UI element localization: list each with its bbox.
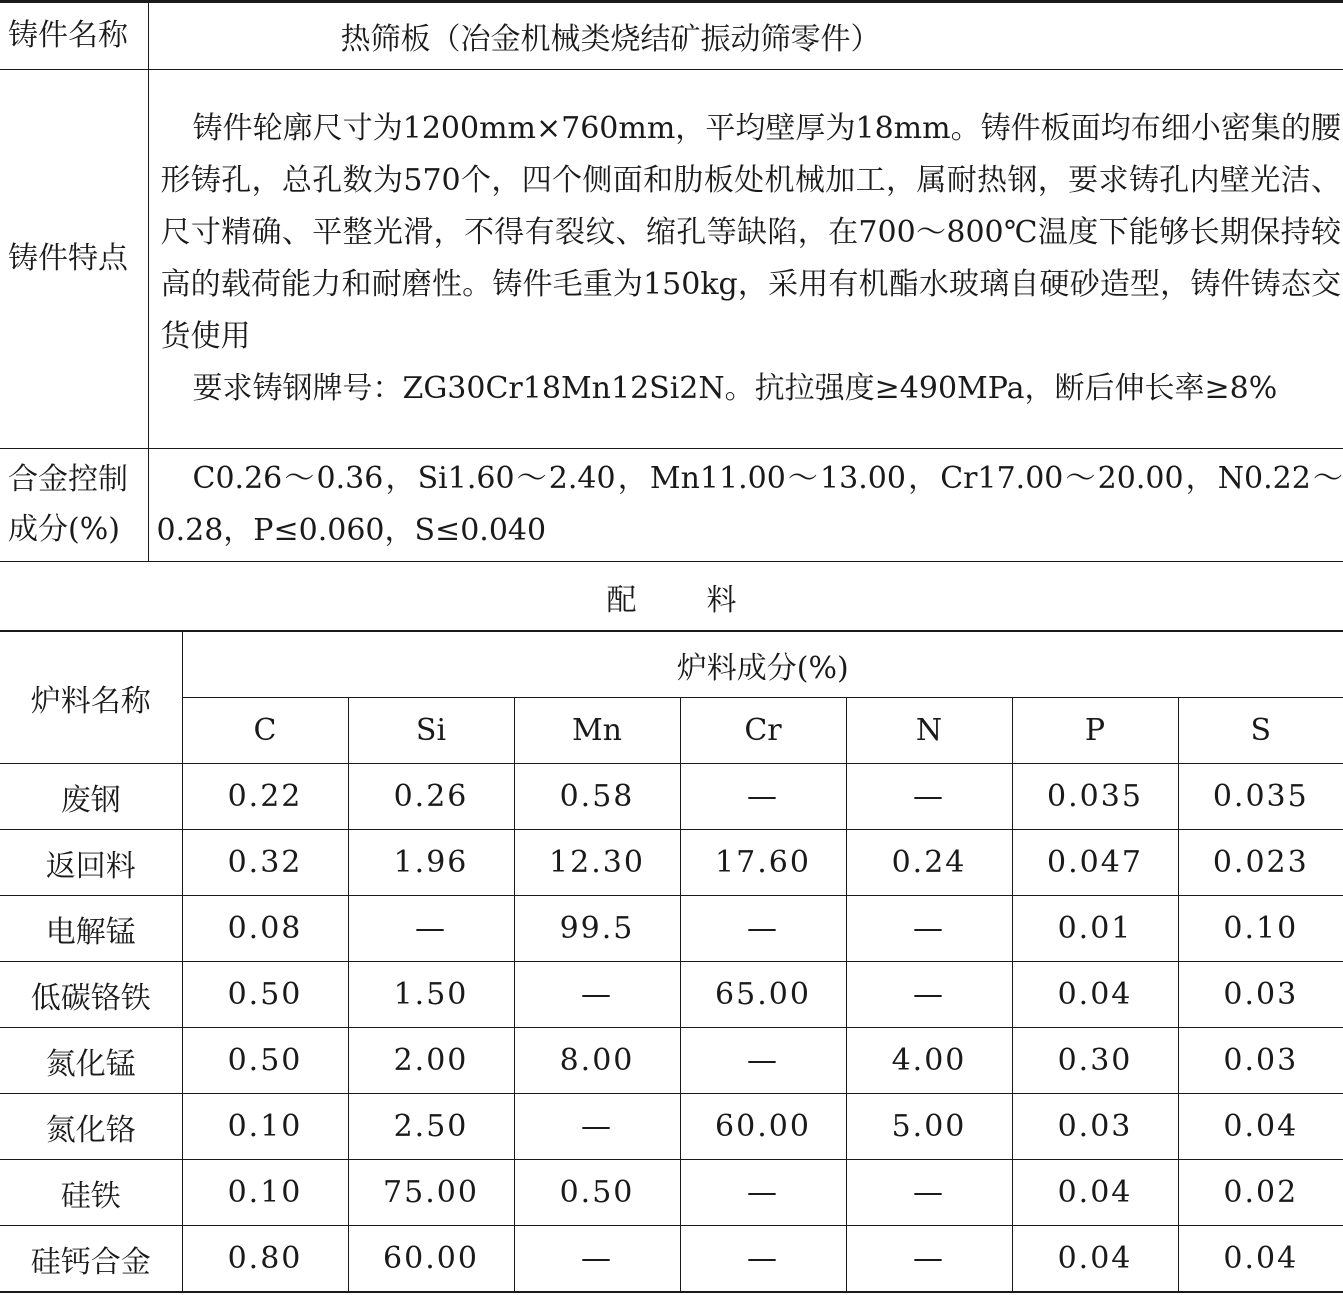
table-cell: — bbox=[514, 1094, 680, 1160]
casting-name-label: 铸件名称 bbox=[0, 2, 148, 70]
table-cell: — bbox=[846, 896, 1012, 962]
table-row bbox=[0, 764, 1343, 830]
table-cell: 0.50 bbox=[182, 962, 348, 1028]
alloy-label-line-1: 合金控制 bbox=[8, 462, 128, 497]
table-row bbox=[0, 1028, 1343, 1094]
table-cell: 8.00 bbox=[514, 1028, 680, 1094]
table-cell: 99.5 bbox=[514, 896, 680, 962]
material-name: 废钢 bbox=[0, 764, 182, 830]
table-cell: 0.08 bbox=[182, 896, 348, 962]
material-name: 电解锰 bbox=[0, 896, 182, 962]
material-name: 氮化锰 bbox=[0, 1028, 182, 1094]
header-element: C bbox=[182, 698, 348, 764]
table-row bbox=[0, 1226, 1343, 1293]
header-row-1 bbox=[0, 631, 1343, 698]
features-paragraph-1: 铸件轮廓尺寸为1200mm×760mm，平均壁厚为18mm。铸件板面均布细小密集的腰形铸孔，总孔数为570个，四个侧面和肋板处机械加工，属耐热钢，要求铸孔内壁光洁、尺寸精确、平整光滑，不得有裂纹、缩孔等缺陷，在700～800℃温度下能够长期保持较高的载荷能力和耐磨性。铸件毛重为150kg，采用有机酯水玻璃自硬砂造型，铸件铸态交货使用 bbox=[160, 111, 1341, 354]
table-cell: 5.00 bbox=[846, 1094, 1012, 1160]
header-row-2 bbox=[0, 698, 1343, 764]
material-name: 硅钙合金 bbox=[0, 1226, 182, 1293]
table-cell: 0.50 bbox=[514, 1160, 680, 1226]
casting-name-value: 热筛板（冶金机械类烧结矿振动筛零件） bbox=[148, 2, 1343, 70]
table-cell: 0.22 bbox=[182, 764, 348, 830]
table-cell: — bbox=[514, 1226, 680, 1293]
table-cell: 0.04 bbox=[1178, 1094, 1343, 1160]
table-cell: — bbox=[846, 1160, 1012, 1226]
table-cell: 0.035 bbox=[1178, 764, 1343, 830]
table-cell: 0.02 bbox=[1178, 1160, 1343, 1226]
header-element: P bbox=[1012, 698, 1178, 764]
material-name: 低碳铬铁 bbox=[0, 962, 182, 1028]
table-row bbox=[0, 830, 1343, 896]
header-composition: 炉料成分(%) bbox=[182, 631, 1343, 698]
casting-name-row bbox=[0, 2, 1343, 70]
table-cell: 0.047 bbox=[1012, 830, 1178, 896]
table-cell: 0.035 bbox=[1012, 764, 1178, 830]
table-cell: — bbox=[846, 962, 1012, 1028]
material-name: 返回料 bbox=[0, 830, 182, 896]
table-cell: 0.30 bbox=[1012, 1028, 1178, 1094]
table-cell: 0.03 bbox=[1012, 1094, 1178, 1160]
table-cell: — bbox=[680, 1028, 846, 1094]
table-cell: — bbox=[514, 962, 680, 1028]
alloy-label-line-2: 成分(%) bbox=[8, 512, 120, 547]
table-cell: 1.50 bbox=[348, 962, 514, 1028]
alloy-composition-row bbox=[0, 449, 1343, 562]
table-cell: 0.10 bbox=[182, 1160, 348, 1226]
table-row bbox=[0, 896, 1343, 962]
charge-composition-table bbox=[0, 630, 1343, 1293]
table-cell: 0.04 bbox=[1012, 1160, 1178, 1226]
table-cell: 0.10 bbox=[182, 1094, 348, 1160]
table-cell: 60.00 bbox=[348, 1226, 514, 1293]
alloy-composition-value: C0.26～0.36，Si1.60～2.40，Mn11.00～13.00，Cr17.00～20.00，N0.22～0.28，P≤0.060，S≤0.040 bbox=[148, 449, 1343, 562]
table-cell: 0.04 bbox=[1012, 962, 1178, 1028]
table-cell: 0.26 bbox=[348, 764, 514, 830]
table-cell: 2.50 bbox=[348, 1094, 514, 1160]
table-cell: 0.03 bbox=[1178, 1028, 1343, 1094]
table-cell: — bbox=[680, 896, 846, 962]
table-cell: 0.58 bbox=[514, 764, 680, 830]
material-name: 硅铁 bbox=[0, 1160, 182, 1226]
material-name: 氮化铬 bbox=[0, 1094, 182, 1160]
header-element: Mn bbox=[514, 698, 680, 764]
table-cell: — bbox=[348, 896, 514, 962]
header-element: S bbox=[1178, 698, 1343, 764]
table-cell: 12.30 bbox=[514, 830, 680, 896]
table-cell: — bbox=[680, 1160, 846, 1226]
table-row bbox=[0, 1094, 1343, 1160]
table-cell: — bbox=[846, 1226, 1012, 1293]
header-element: N bbox=[846, 698, 1012, 764]
casting-features-row bbox=[0, 70, 1343, 449]
table-cell: 0.01 bbox=[1012, 896, 1178, 962]
table-cell: — bbox=[846, 764, 1012, 830]
table-cell: 0.10 bbox=[1178, 896, 1343, 962]
table-cell: — bbox=[680, 1226, 846, 1293]
table-cell: 2.00 bbox=[348, 1028, 514, 1094]
table-cell: 65.00 bbox=[680, 962, 846, 1028]
table-cell: 0.04 bbox=[1178, 1226, 1343, 1293]
casting-features-label: 铸件特点 bbox=[0, 70, 148, 449]
casting-features-value bbox=[148, 70, 1343, 449]
table-cell: 60.00 bbox=[680, 1094, 846, 1160]
alloy-composition-label bbox=[0, 449, 148, 562]
header-element: Cr bbox=[680, 698, 846, 764]
header-material-name: 炉料名称 bbox=[0, 631, 182, 764]
table-row bbox=[0, 962, 1343, 1028]
features-paragraph-2: 要求铸钢牌号：ZG30Cr18Mn12Si2N。抗拉强度≥490MPa，断后伸长率≥8% bbox=[192, 371, 1278, 406]
table-cell: 0.04 bbox=[1012, 1226, 1178, 1293]
section-title-charge: 配料 bbox=[606, 583, 807, 618]
table-cell: 0.24 bbox=[846, 830, 1012, 896]
table-cell: 75.00 bbox=[348, 1160, 514, 1226]
table-cell: 0.80 bbox=[182, 1226, 348, 1293]
table-cell: 0.023 bbox=[1178, 830, 1343, 896]
table-row bbox=[0, 1160, 1343, 1226]
table-cell: 17.60 bbox=[680, 830, 846, 896]
casting-info-table bbox=[0, 0, 1343, 562]
table-cell: 4.00 bbox=[846, 1028, 1012, 1094]
table-cell: 1.96 bbox=[348, 830, 514, 896]
header-element: Si bbox=[348, 698, 514, 764]
table-cell: 0.50 bbox=[182, 1028, 348, 1094]
table-cell: 0.32 bbox=[182, 830, 348, 896]
table-cell: 0.03 bbox=[1178, 962, 1343, 1028]
table-cell: — bbox=[680, 764, 846, 830]
